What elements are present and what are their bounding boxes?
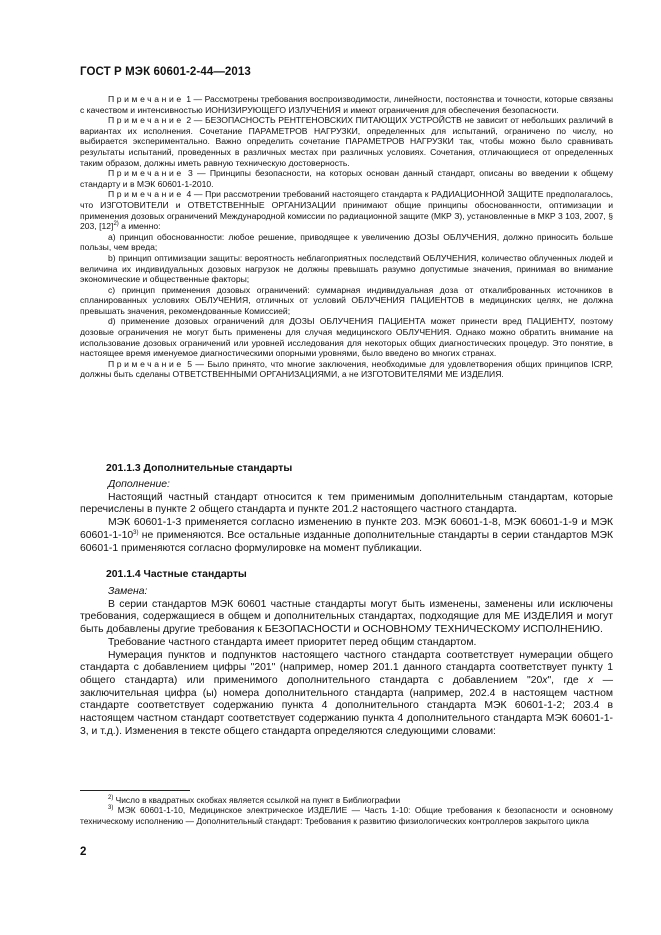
- page-number: 2: [80, 846, 87, 858]
- note-2: Примечание 2 — БЕЗОПАСНОСТЬ РЕНТГЕНОВСКИХ ПИТАЮЩИХ УСТРОЙСТВ не зависит от небольших различий в вариантах их исполнения. Сочетание ПАРАМЕТРОВ НАГРУЗКИ, определенных для испытаний, ограничено по числу, но выбирается экспериментально. Важно определить сочетание ПАРАМЕТРОВ НАГРУЗКИ так, чтобы можно было сравнивать результаты испытаний, проведенных в различных местах при различных условиях. Сочетания, отличающиеся от определенных таким образом, должны иметь равную техническую достоверность.: [80, 115, 614, 168]
- note-4-item-b: b) принцип оптимизации защиты: вероятность неблагоприятных последствий ОБЛУЧЕНИЯ, количество облученных людей и величина их индивидуальных дозовых нагрузок не должны превышать разумно допустимые значения, принимая во внимание экономические и общественные факторы;: [80, 252, 613, 285]
- paragraph: МЭК 60601-1-3 применяется согласно изменению в пункте 203. МЭК 60601-1-8, МЭК 60601-1-9 и МЭК 60601-1-10$^{3)}$ не применяются. Все остальные изданные дополнительные стандарты в серии стандартов МЭК 60601-1 применяются согласно формулировке на момент публикации.: [80, 517, 613, 554]
- paragraph: Требование частного стандарта имеет приоритет перед общим стандартом.: [108, 636, 477, 648]
- footnote-ref-2: 2): [113, 221, 119, 228]
- note-1: Примечание 1 — Рассмотрены требования воспроизводимости, линейности, постоянства и точности, которые связаны с качеством и интенсивностью ИОНИЗИРУЮЩЕГО ИЗЛУЧЕНИЯ и имеют ограничения для обеспечения безопасности.: [80, 94, 613, 115]
- section-intro: Дополнение:: [108, 479, 170, 490]
- section-201-1-4-body: [80, 586, 613, 738]
- footnote-divider: [80, 790, 190, 791]
- paragraph: Настоящий частный стандарт относится к тем применимым дополнительным стандартам, которые перечислены в пункте 2 общего стандарта и пункте 201.2 настоящего частного стандарта.: [80, 491, 613, 516]
- note-3: Примечание 3 — Принципы безопасности, на которых основан данный стандарт, описаны во введении к общему стандарту и в МЭК 60601-1-2010.: [80, 168, 613, 189]
- note-4: Примечание 4 — При рассмотрении требований настоящего стандарта к РАДИАЦИОННОЙ ЗАЩИТЕ предполагалось, что ИЗГОТОВИТЕЛИ и ОТВЕТСТВЕННЫЕ ОРГАНИЗАЦИИ принимают общие принципы обоснованности, оптимизации и применения дозовых ограничений Международной комиссии по радиационной защите (МКР З), установленные в МКР 3 103, 2007, § 203, $[12]^{2)}$ а именно:: [80, 189, 613, 232]
- footnote-3: $^{3)}$ МЭК 60601-1-10, Медицинское электрическое ИЗДЕЛИЕ — Часть 1-10: Общие требования к безопасности и основному техническому исполнению — Дополнительный стандарт: Требования к развитию физиологических контроллеров закрытого цикла: [80, 805, 613, 826]
- paragraph: Нумерация пунктов и подпунктов настоящего частного стандарта соответствует нумерации общего стандарта с добавлением цифры "201" (например, номер 201.1 данного стандарта соответствует пункту 1 общего стандарта) или применимого дополнительного стандарта с добавлением "20x", где x — заключительная цифра (ы) номера дополнительного стандарта (например, 202.4 в настоящем частном стандарте соответствует содержанию пункта 4 дополнительного стандарта МЭК 60601-1-2; 203.4 в настоящем частном стандарт соответствует содержанию пункта 4 дополнительного стандарта МЭК 60601-1-3, и т.д.). Изменения в тексте общего стандарта определяются следующими словами:: [80, 649, 614, 737]
- document-header: ГОСТ Р МЭК 60601-2-44—2013: [80, 66, 251, 78]
- note-4-item-c: c) принцип применения дозовых ограничений: суммарная индивидуальная доза от откалиброванных источников в спланированных условиях ОБЛУЧЕНИЯ, отличных от условий ОБЛУЧЕНИЯ ПАЦИЕНТОВ в медицинских целях, не должна превышать значения, рекомендованные Комиссией;: [80, 284, 613, 316]
- footnote-ref-3: 3): [133, 529, 139, 536]
- notes-block: [80, 94, 613, 380]
- section-heading-201-1-4: 201.1.4 Частные стандарты: [106, 569, 247, 580]
- note-4-item-a: a) принцип обоснованности: любое решение, приводящее к увеличению ДОЗЫ ОБЛУЧЕНИЯ, должно приносить больше пользы, чем вреда;: [80, 231, 613, 253]
- paragraph: В серии стандартов МЭК 60601 частные стандарты могут быть изменены, заменены или исключены требования, содержащиеся в общем и дополнительных стандартах, подходящие для МЕ ИЗДЕЛИЯ и могут быть добавлены другие требования к БЕЗОПАСНОСТИ и ОСНОВНОМУ ТЕХНИЧЕСКОМУ ИСПОЛНЕНИЮ.: [80, 598, 613, 636]
- section-intro: Замена:: [108, 586, 148, 597]
- section-201-1-3-body: [80, 479, 613, 555]
- section-heading-201-1-3: 201.1.3 Дополнительные стандарты: [106, 463, 293, 474]
- note-4-item-d: d) применение дозовых ограничений для ДОЗЫ ОБЛУЧЕНИЯ ПАЦИЕНТА может принести вред ПАЦИЕНТУ, поэтому дозовые ограничения не могут быть применены для случая медицинского ОБЛУЧЕНИЯ. Однако можно обратить внимание на использование дозовых ограничений или уровней исследования для некоторых общих диагностических процедур. Это понятие, в настоящее время именуемое диагностическими опорными уровнями, было введено во многих странах.: [80, 316, 613, 359]
- note-5: Примечание 5 — Было принято, что многие заключения, необходимые для удовлетворения общих принципов ICRP, должны быть сделаны ОТВЕТСТВЕННЫМИ ОРГАНИЗАЦИЯМИ, а не ИЗГОТОВИТЕЛЯМИ МЕ ИЗДЕЛИЯ.: [80, 358, 614, 380]
- footnote-2: $^{2)}$ Число в квадратных скобках является ссылкой на пункт в Библиографии: [108, 795, 401, 805]
- footnotes: [80, 795, 613, 826]
